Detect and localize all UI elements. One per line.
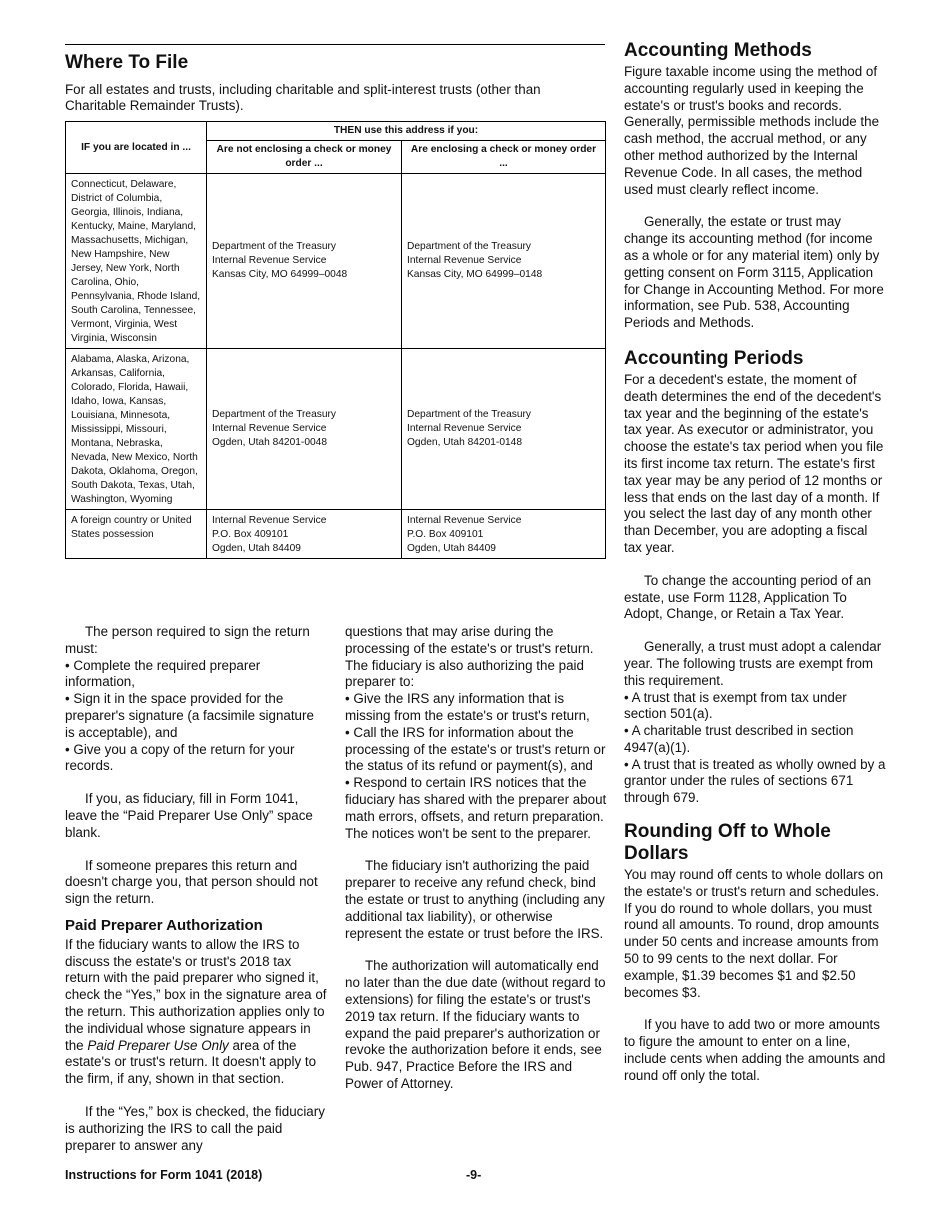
paragraph: questions that may arise during the processing of the estate's or trust's return. The fiduciary is also authorizing the paid preparer to:: [345, 624, 594, 690]
top-rule: [65, 44, 605, 45]
check-address: Department of the Treasury Internal Revenue Service Kansas City, MO 64999–0148: [402, 174, 606, 349]
filing-address-table: [65, 121, 606, 559]
location-cell: Connecticut, Delaware, District of Columbia, Georgia, Illinois, Indiana, Kentucky, Maine, Maryland, Massachusetts, Michigan, New Hampshire, New Jersey, New York, North Carolina, Ohio, Pennsylvania, Rhode Island, South Carolina, Tennessee, Vermont, Virginia, West Virginia, Wisconsin: [66, 174, 207, 349]
accounting-methods-heading: Accounting Methods: [624, 40, 812, 61]
no-check-address: Internal Revenue Service P.O. Box 409101 Ogden, Utah 84409: [207, 510, 402, 559]
check-address: Department of the Treasury Internal Revenue Service Ogden, Utah 84201-0148: [402, 349, 606, 510]
column-1: [65, 624, 327, 1164]
location-cell: Alabama, Alaska, Arizona, Arkansas, California, Colorado, Florida, Hawaii, Idaho, Iowa, Kansas, Louisiana, Minnesota, Mississippi, Missouri, Montana, Nebraska, Nevada, New Mexico, North Dakota, Oklahoma, Oregon, South Dakota, Texas, Utah, Washington, Wyoming: [66, 349, 207, 510]
col-no-check-header: Are not enclosing a check or money order ...: [207, 141, 402, 174]
where-to-file-heading: Where To File: [65, 52, 189, 73]
paragraph: The person required to sign the return must:: [65, 624, 310, 656]
rounding-heading: Rounding Off to Whole Dollars: [624, 821, 831, 865]
accounting-periods-heading: Accounting Periods: [624, 347, 804, 369]
bullet-item: • Respond to certain IRS notices that the fiduciary has shared with the preparer about math errors, offsets, and return preparation. The notices won't be sent to the preparer.: [345, 775, 607, 841]
check-address: Internal Revenue Service P.O. Box 409101 Ogden, Utah 84409: [402, 510, 606, 559]
paragraph: If the fiduciary wants to allow the IRS to discuss the estate's or trust's 2018 tax return with the paid preparer who signed it, check the “Yes,” box in the signature area of the return. This authorization applies only to the individual whose signature appears in the Paid Preparer Use Only area of the estate's or trust's return. It doesn't apply to the firm, if any, shown in that section.: [65, 936, 327, 1087]
paragraph: Figure taxable income using the method of accounting regularly used in keeping the estate's or trust's books and records. Generally, permissible methods include the cash method, the accrual method, or any other method authorized by the Internal Revenue Code. In all cases, the method used must clearly reflect income.: [624, 64, 880, 197]
bullet-item: • Complete the required preparer information,: [65, 657, 261, 690]
table-row: [66, 174, 606, 349]
paragraph: If the “Yes,” box is checked, the fiduciary is authorizing the IRS to call the paid preparer to answer any: [65, 1103, 325, 1153]
footer-form-title: Instructions for Form 1041 (2018): [65, 1168, 263, 1182]
no-check-address: Department of the Treasury Internal Revenue Service Ogden, Utah 84201-0048: [207, 349, 402, 510]
paragraph: If someone prepares this return and doesn't charge you, that person should not sign the return.: [65, 857, 318, 907]
column-3: [624, 40, 886, 1101]
bullet-item: • Sign it in the space provided for the preparer's signature (a facsimile signature is acceptable), and: [65, 691, 314, 740]
paragraph: Generally, the estate or trust may change its accounting method (for income as a whole or for any material item) only by getting consent on Form 3115, Application for Change in Accounting Method. For more information, see Pub. 538, Accounting Periods and Methods.: [624, 214, 884, 331]
column-2: [345, 624, 607, 1103]
paragraph: To change the accounting period of an estate, use Form 1128, Application To Adopt, Change, or Retain a Tax Year.: [624, 572, 872, 622]
table-row: [66, 510, 606, 559]
bullet-item: • A trust that is treated as wholly owned by a grantor under the rules of sections 671 through 679.: [624, 756, 886, 806]
bullet-item: • A trust that is exempt from tax under section 501(a).: [624, 689, 847, 722]
page-number: -9-: [466, 1168, 482, 1182]
paragraph: You may round off cents to whole dollars on the estate's or trust's return and schedules. If you do round to whole dollars, you must round all amounts. To round, drop amounts under 50 cents and increase amounts from 50 to 99 cents to the next dollar. For example, $1.39 becomes $1 and $2.50 becomes $3.: [624, 867, 884, 1000]
paragraph: The fiduciary isn't authorizing the paid preparer to receive any refund check, bind the estate or trust to anything (including any additional tax liability), or otherwise represent the estate or trust before the IRS.: [345, 858, 605, 941]
group-header: THEN use this address if you:: [207, 122, 606, 141]
paragraph: Generally, a trust must adopt a calendar year. The following trusts are exempt from this requirement.: [624, 639, 882, 688]
paragraph: If you have to add two or more amounts to figure the amount to enter on a line, include cents when adding the amounts and round off only the total.: [624, 1017, 886, 1083]
paragraph: For a decedent's estate, the moment of death determines the end of the decedent's tax year and the beginning of the estate's tax year. As executor or administrator, you choose the estate's tax period when you file its first income tax return. The estate's first tax year may be any period of 12 months or less that ends on the last day of a month. If you select the last day of any month other than December, you are adopting a fiscal tax year.: [624, 371, 884, 555]
table-row: [66, 349, 606, 510]
bullet-item: • A charitable trust described in section 4947(a)(1).: [624, 723, 854, 755]
no-check-address: Department of the Treasury Internal Revenue Service Kansas City, MO 64999–0048: [207, 174, 402, 349]
col-location-header: IF you are located in ...: [66, 122, 207, 174]
bullet-item: • Give the IRS any information that is missing from the estate's or trust's return,: [345, 691, 590, 723]
where-to-file-intro: For all estates and trusts, including charitable and split-interest trusts (other than Charitable Remainder Trusts).: [65, 82, 541, 113]
col-check-header: Are enclosing a check or money order ...: [402, 141, 606, 174]
bullet-item: • Give you a copy of the return for your records.: [65, 741, 295, 774]
paragraph: The authorization will automatically end no later than the due date (without regard to extensions) for filing the estate's or trust's 2019 tax return. If the fiduciary wants to expand the paid preparer's authorization or revoke the authorization before it ends, see Pub. 947, Practice Before the IRS and Power of Attorney.: [345, 958, 606, 1091]
location-cell: A foreign country or United States possession: [66, 510, 207, 559]
bullet-item: • Call the IRS for information about the processing of the estate's or trust's return or the status of its refund or payment(s), and: [345, 724, 606, 774]
paid-preparer-heading: Paid Preparer Authorization: [65, 916, 263, 934]
paragraph: If you, as fiduciary, fill in Form 1041, leave the “Paid Preparer Use Only” space blank.: [65, 791, 313, 840]
